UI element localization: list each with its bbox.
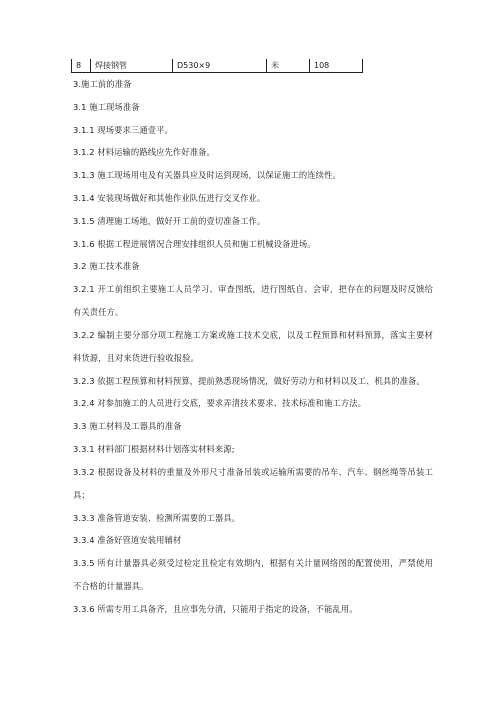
table-row: [72, 59, 363, 73]
paragraph: 3.1.3 施工现场用电及有关器具应及时运到现场，以保证施工的连续性。: [73, 170, 341, 181]
table-cell-unit: 米: [267, 59, 310, 73]
paragraph: 3.3.2 根据设备及材料的重量及外形尺寸准备吊装或运输所需要的吊车、汽车、钢丝绳等吊装工具；: [73, 466, 433, 500]
paragraph: 3.1.1 现场要求三通壹平。: [73, 124, 173, 135]
materials-table: [71, 59, 363, 73]
document-body: [73, 79, 433, 627]
subsection-heading: 3.2 施工技术准备: [73, 261, 140, 272]
paragraph: 3.1.5 清理施工场地，做好开工前的壹切准备工作。: [73, 215, 266, 226]
table-cell-quantity: 108: [310, 59, 363, 73]
paragraph: 3.3.3 准备管道安装、检测所需要的工器具。: [73, 512, 241, 523]
table-cell-name: 焊接钢管: [91, 59, 173, 73]
paragraph: 3.3.5 所有计量器具必须受过检定且检定有效期内，根据有关计量网络图的配置使用，严禁使用不合格的计量器具。: [73, 558, 433, 592]
table-cell-spec: D530×9: [173, 59, 267, 73]
paragraph: 3.1.2 材料运输的路线应先作好准备。: [73, 147, 215, 158]
paragraph: 3.1.4 安装现场做好和其他作业队伍进行交叉作业。: [73, 192, 266, 203]
paragraph: 3.1.6 根据工程进展情况合理安排组织人员和施工机械设备进场。: [73, 238, 316, 249]
subsection-heading: 3.1 施工现场准备: [73, 101, 140, 112]
paragraph: 3.2.3 依据工程预算和材料预算，提前熟悉现场情况，做好劳动力和材料以及工、机具的准备。: [73, 375, 425, 386]
paragraph: 3.3.6 所需专用工具备齐，且应事先分清，只能用于指定的设备，不能乱用。: [73, 603, 358, 614]
table-cell-index: 8: [72, 59, 91, 73]
paragraph: 3.2.4 对参加施工的人员进行交底，要求弄清技术要求、技术标准和施工方法。: [73, 398, 367, 409]
paragraph: 3.2.1 开工前组织主要施工人员学习、审查图纸，进行图纸自、会审，把存在的问题及时反馈给有关责任方。: [73, 284, 433, 318]
paragraph: 3.2.2 编制主要分部分项工程施工方案或施工技术交底，以及工程预算和材料预算，落实主要材料货源，且对来货进行验收报验。: [73, 329, 433, 363]
section-heading: 3.施工前的准备: [73, 79, 132, 89]
paragraph: 3.3.4 准备好管道安装用辅材: [73, 535, 182, 546]
paragraph: 3.3.1 材料部门根据材料计划落实材料来源;: [73, 444, 235, 455]
subsection-heading: 3.3 施工材料及工器具的准备: [73, 421, 182, 432]
